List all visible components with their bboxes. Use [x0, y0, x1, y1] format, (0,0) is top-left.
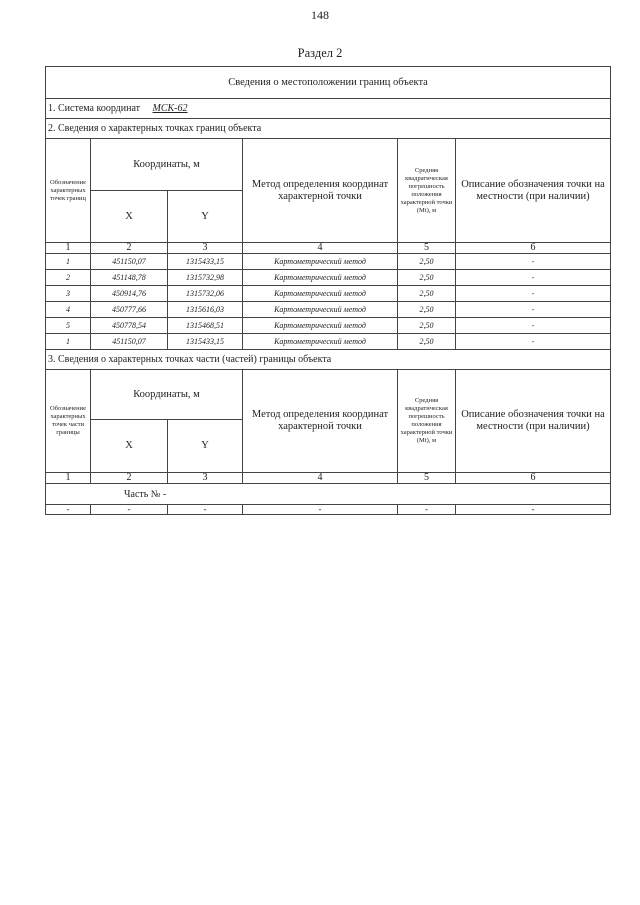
cell-x: 450914,76 [91, 286, 168, 302]
col-num: 1 [46, 473, 91, 484]
col-num: 4 [243, 473, 398, 484]
table-row [46, 334, 611, 350]
table-row [46, 286, 611, 302]
cell-point: 1 [46, 254, 91, 270]
header-part-method: Метод определения координат характерной точки [243, 370, 398, 473]
page-number: 148 [311, 8, 329, 22]
cell-error: 2,50 [398, 334, 456, 350]
cell-y: 1315433,15 [168, 334, 243, 350]
cell-empty: - [168, 505, 243, 515]
header-part-y: Y [168, 420, 243, 473]
table-row [46, 318, 611, 334]
header-part-description: Описание обозначения точки на местности (при наличии) [456, 370, 611, 473]
cell-error: 2,50 [398, 302, 456, 318]
cell-point: 5 [46, 318, 91, 334]
header-method: Метод определения координат характерной точки [243, 139, 398, 243]
col-num: 2 [91, 473, 168, 484]
cell-description: - [456, 334, 611, 350]
cell-y: 1315616,03 [168, 302, 243, 318]
cell-method: Картометрический метод [243, 286, 398, 302]
cell-method: Картометрический метод [243, 302, 398, 318]
cell-method: Картометрический метод [243, 254, 398, 270]
cell-method: Картометрический метод [243, 270, 398, 286]
col-num: 1 [46, 243, 91, 254]
col-num: 3 [168, 243, 243, 254]
col-num: 3 [168, 473, 243, 484]
header-coords: Координаты, м [91, 139, 243, 191]
cell-x: 451148,78 [91, 270, 168, 286]
table-title: Сведения о местоположении границ объекта [46, 67, 611, 99]
cell-method: Картометрический метод [243, 334, 398, 350]
cell-point: 3 [46, 286, 91, 302]
section-title: Раздел 2 [297, 46, 343, 60]
header-part-x: X [91, 420, 168, 473]
cell-empty: - [398, 505, 456, 515]
header-error: Средняя квадратическая погрешность положения характерной точки (Mt), м [398, 139, 456, 243]
cell-error: 2,50 [398, 318, 456, 334]
header-part-coords: Координаты, м [91, 370, 243, 420]
cell-point: 4 [46, 302, 91, 318]
table-row [46, 505, 611, 515]
boundary-table [45, 66, 611, 515]
cell-x: 450777,66 [91, 302, 168, 318]
coord-system-row [46, 99, 611, 119]
header-y: Y [168, 191, 243, 243]
cell-x: 451150,07 [91, 254, 168, 270]
cell-method: Картометрический метод [243, 318, 398, 334]
header-part-point: Обозначение характерных точек части границы [46, 370, 91, 473]
cell-point: 2 [46, 270, 91, 286]
header-point: Обозначение характерных точек границ [46, 139, 91, 243]
col-num: 5 [398, 243, 456, 254]
cell-description: - [456, 302, 611, 318]
col-num: 6 [456, 473, 611, 484]
cell-description: - [456, 254, 611, 270]
cell-x: 451150,07 [91, 334, 168, 350]
cell-x: 450778,54 [91, 318, 168, 334]
cell-error: 2,50 [398, 270, 456, 286]
block3-title: 3. Сведения о характерных точках части (частей) границы объекта [46, 350, 611, 370]
header-description: Описание обозначения точки на местности (при наличии) [456, 139, 611, 243]
part-label: Часть № - [46, 484, 611, 505]
cell-description: - [456, 286, 611, 302]
table-row [46, 254, 611, 270]
cell-description: - [456, 318, 611, 334]
header-x: X [91, 191, 168, 243]
cell-error: 2,50 [398, 286, 456, 302]
cell-point: 1 [46, 334, 91, 350]
cell-empty: - [456, 505, 611, 515]
col-num: 2 [91, 243, 168, 254]
cell-empty: - [243, 505, 398, 515]
cell-empty: - [46, 505, 91, 515]
col-num: 6 [456, 243, 611, 254]
col-num: 4 [243, 243, 398, 254]
col-num: 5 [398, 473, 456, 484]
column-numbers-row [46, 473, 611, 484]
cell-error: 2,50 [398, 254, 456, 270]
table-row [46, 302, 611, 318]
table-row [46, 270, 611, 286]
cell-empty: - [91, 505, 168, 515]
cell-y: 1315468,51 [168, 318, 243, 334]
cell-description: - [456, 270, 611, 286]
block2-title: 2. Сведения о характерных точках границ объекта [46, 119, 611, 139]
header-part-error: Средняя квадратическая погрешность положения характерной точки (Mt), м [398, 370, 456, 473]
cell-y: 1315433,15 [168, 254, 243, 270]
cell-y: 1315732,06 [168, 286, 243, 302]
coord-system-value: МСК-62 [152, 103, 188, 114]
cell-y: 1315732,98 [168, 270, 243, 286]
coord-system-label: 1. Система координат [48, 103, 141, 114]
column-numbers-row [46, 243, 611, 254]
